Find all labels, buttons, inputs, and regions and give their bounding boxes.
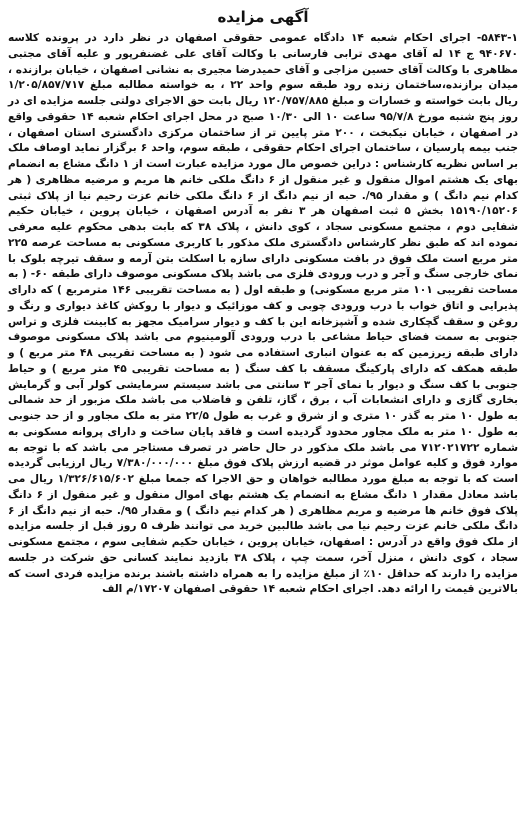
notice-title: آگهی مزایده — [217, 8, 309, 26]
notice-body: ۵۸۴۳-۱- اجرای احکام شعبه ۱۴ دادگاه عمومی حقوقی اصفهان در نظر دارد در پرونده کلاسه ۹۴۰۶۷۰ ج ۱۴ له آقای مهدی ترابی فارسانی با وکالت آقای علی غضنفرپور و علیه آقای مجتبی مظاهری با وکالت آقای حسین مزاجی و آقای حمیدرضا مجیری به نشانی اصفهان ، خیابان برازنده ، میدان برازنده،ساختمان زنده رود طبقه سوم واحد ۲۲ ، به خواسته مطالبه مبلغ ۱/۲۰۵/۸۵۷/۷۱۷ ریال بابت خواسته و خسارات و مبلغ ۱۲۰/۷۵۷/۸۸۵ ریال بابت حق الاجرای دولتی جلسه مزایده ای در روز پنج شنبه مورخ ۹۵/۷/۸ ساعت ۱۰ الی ۱۰/۳۰ صبح در محل اجرای احکام شعبه ۱۴ حقوقی واقع در اصفهان ، خیابان نیکبخت ، ۲۰۰ متر پایین تر از ساختمان مرکزی دادگستری استان اصفهان ، جنب بیمه پارسیان ، ساختمان اجرای احکام حقوقی ، طبقه سوم، واحد ۶ برگزار نماید اوصاف ملک بر اساس نظریه کارشناس : دراین خصوص مال مورد مزایده عبارت است از ۱ دانگ مشاع به انضمام بهای یک هشتم اموال منقول و غیر منقول از ۶ دانگ ملکی خانم ها مریم و مرضیه مظاهری ( هر کدام نیم دانگ ) و مقدار ۹۵/. حبه از نیم دانگ از ۶ دانگ ملکی خانم عزت رحیم نیا از پلاک ثبتی ۱۵۱۹۰/۱۵۲۰۶ بخش ۵ ثبت اصفهان هر ۳ نفر به آدرس اصفهان ، خیابان پروین ، خیابان حکیم شفایی دوم ، مجتمع مسکونی سجاد ، کوی دانش ، پلاک ۳۸ که بابت بدهی محکوم علیه معرفی نموده اند که طبق نظر کارشناس دادگستری ملک مذکور با کاربری مسکونی به مساحت عرصه ۲۲۵ متر مربع است ملک فوق در بافت مسکونی دارای سازه با اسکلت بتن آرمه و سقف تیرچه بلوک با نمای خارجی سنگ و آجر و درب ورودی فلزی می باشد پلاک مسکونی موصوف دارای طبقه ۶۰- ( به مساحت تقریبی ۱۰۱ متر مربع مسکونی) و طبقه اول ( به مساحت تقریبی ۱۴۶ مترمربع ) که دارای پذیرایی و اتاق خواب با درب ورودی چوبی و کف موزائیک و دیوار با روکش کاغذ دیواری و رنگ و روغن و سقف گچکاری شده و آشپزخانه این با کف و دیوار سرامیک مجهز به کابینت فلزی و تراس جنوبی به سمت فضای حیاط مشاعی با درب ورودی آلومینیوم می باشد پلاک مسکونی موصوف دارای طبقه زیرزمین که به عنوان انباری استفاده می شود ( به مساحت تقریبی ۴۸ متر مربع ) و طبقه همکف که دارای پارکینگ مسقف با کف سنگ ( به مساحت تقریبی ۴۵ متر مربع ) و حیاط جنوبی با کف سنگ و دیوار با نمای آجر ۳ سانتی می باشد سیستم سرمایشی کولر آبی و گرمایش بخاری گازی و دارای انشعابات آب ، برق ، گاز، تلفن و فاضلاب می باشد ملک مزبور از حد شمالی به طول ۱۰ متر به گذر ۱۰ متری و از شرق و غرب به طول ۲۲/۵ متر به ملک مجاور و از حد جنوبی به طول ۱۰ متر به ملک مجاور محدود گردیده است و فاقد پایان ساخت و دارای پروانه مسکونی به شماره ۷۱۲۰۲۱۷۲۲ می باشد ملک مذکور در حال حاضر در تصرف مستاجر می باشد که با توجه به موارد فوق و کلیه عوامل موثر در قضیه ارزش پلاک فوق مبلغ ۷/۳۸۰/۰۰۰/۰۰۰ ریال ارزیابی گردیده است که با توجه به مبلغ مورد مطالبه خواهان و حق الاجرا که جمعا مبلغ ۱/۳۲۶/۶۱۵/۶۰۲ ریال می باشد معادل مقدار ۱ دانگ مشاع به انضمام یک هشتم بهای اموال منقول و غیر منقول از ۶ دانگ پلاک فوق خانم ها مرضیه و مریم مظاهری ( هر کدام نیم دانگ ) و مقدار ۹۵/. حبه از نیم دانگ از ۶ دانگ ملکی خانم عزت رحیم نیا می باشد طالبین خرید می توانند ظرف ۵ روز قبل از جلسه مزایده از ملک فوق واقع در آدرس : اصفهان، خیابان پروین ، خیابان حکیم شفایی سوم ، مجتمع مسکونی سجاد ، کوی دانش ، منزل آخر، سمت چپ ، پلاک ۳۸ بازدید نمایند کسانی حق شرکت در جلسه مزایده را دارند که حداقل ۱۰٪ از مبلغ مزایده را به همراه داشته باشند برنده مزایده فردی است که بالاترین قیمت را ارائه دهد. اجرای احکام شعبه ۱۴ حقوقی اصفهان ۱۷۲۰۷/م الف — [8, 32, 519, 596]
